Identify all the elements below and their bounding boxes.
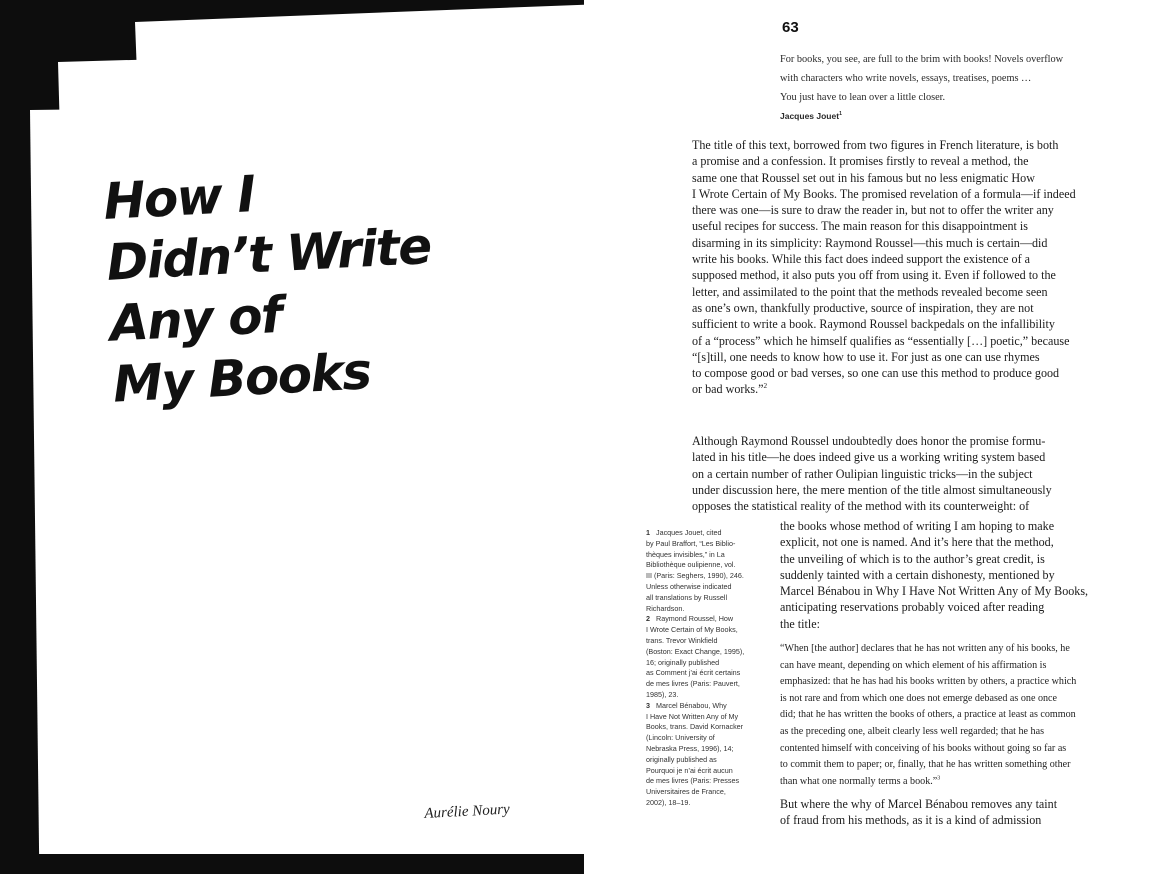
text-line: disarming in its simplicity: Raymond Roussel—this much is certain—did [692,235,1048,250]
footnote-line: (Boston: Exact Change, 1995), [646,646,745,656]
text-line: anticipating reservations probably voiced after reading [780,600,1045,615]
book-page [584,0,1165,874]
footnote-line: I Wrote Certain of My Books, [646,625,738,635]
footnote-line: Unless otherwise indicated [646,581,732,591]
epigraph-author: Jacques Jouet$^1$ [780,111,842,121]
text-line: letter, and assimilated to the point that the methods revealed become seen [692,284,1048,299]
book-title [102,150,534,416]
text-line: same one that Roussel set out in his famous but no less enigmatic How [692,170,1035,185]
footnote-line: all translations by Russell [646,592,728,602]
text-line: Marcel Bénabou in Why I Have Not Written Any of My Books, [780,584,1089,599]
footnote-line: 16; originally published [646,657,720,667]
quote-line: as the preceding one, albeit clearly less well regarded; that he has [780,725,1045,737]
paragraph-4 [780,796,1110,829]
epigraph-text [780,50,1110,107]
block-quote [780,641,1120,790]
quote-line: than what one normally terms a book.”$^3$ [780,775,941,787]
footnote-line: thèques invisibles,” in La [646,549,725,559]
footnote-line: I Have Not Written Any of My [646,711,739,721]
text-line: useful recipes for success. The main reason for this disappointment is [692,219,1028,234]
text-line: or bad works.”$^2$ [692,382,768,397]
quote-line: can have meant, depending on which element of his affirmation is [780,659,1047,671]
footnote-line: (Lincoln: University of [646,733,715,743]
text-line: the books whose method of writing I am hoping to make [780,519,1055,533]
title-line: How I [102,165,256,231]
text-line: a promise and a confession. It promises firstly to reveal a method, the [692,154,1029,169]
footnote-line: Pourquoi je n’ai écrit aucun [646,765,733,775]
footnote-ref: 2 [763,382,768,391]
quote-line: “When [the author] declares that he has not written any of his books, he [780,643,1070,654]
text-line: But where the why of Marcel Bénabou removes any taint [780,797,1058,811]
quote-line: contented himself with conceiving of his books without going so far as [780,742,1067,754]
footnote-line: Richardson. [646,603,685,613]
text-line: the title: [780,616,820,631]
text-line: I Wrote Certain of My Books. The promised revelation of a formula—if indeed [692,186,1076,201]
epigraph [780,50,1110,126]
quote-line: is not rare and from which one does not emerge debased as one once [780,692,1058,704]
title-line: Any of [108,285,283,353]
text-line: there was one—is sure to draw the reader in, but not to offer the writer any [692,203,1054,218]
text-line: Although Raymond Roussel undoubtedly does honor the promise formu- [692,434,1046,448]
footnote-line: Nebraska Press, 1996), 14; [646,743,734,753]
paragraph-3 [780,518,1110,632]
footnote-line: by Paul Braffort, “Les Biblio- [646,538,736,548]
footnotes [646,528,776,809]
text-line: explicit, not one is named. And it’s here that the method, [780,535,1054,550]
footnote-line: Bibliothèque oulipienne, vol. [646,560,736,570]
footnote-line: 2002), 18–19. [646,797,691,807]
page-number: 63 [782,19,799,36]
footnote-ref: 1 [839,111,842,118]
cover-author: Aurélie Noury [424,801,511,822]
footnote-line: Universitaires de France, [646,787,726,797]
footnote-line: de mes livres (Paris: Presses [646,776,740,786]
text-line: as one’s own, thankfully productive, source of inspiration, they are not [692,300,1034,315]
footnote-line: 3 Marcel Bénabou, Why [646,700,727,710]
text-line: to compose good or bad verses, so one can use this method to produce good [692,366,1060,381]
footnote-line: III (Paris: Seghers, 1990), 246. [646,571,744,581]
text-line: of a “process” which he himself qualifies as “essentially […] poetic,” because [692,333,1070,348]
footnote-line: Books, trans. David Kornacker [646,722,744,732]
footnote-line: trans. Trevor Winkfield [646,635,718,645]
footnote-line: de mes livres (Paris: Pauvert, [646,679,740,689]
footnote-number: 1 [646,528,650,537]
text-line: write his books. While this fact does indeed support the existence of a [692,252,1030,267]
quote-line: did; that he has written the books of others, a practice at least as common [780,709,1076,721]
footnote-ref: 3 [937,775,941,782]
text-line: under discussion here, the mere mention of the title almost simultaneously [692,482,1052,497]
title-line: Didn’t Write [105,216,433,292]
title-line: My Books [111,342,372,414]
text-line: on a certain number of rather Oulipian linguistic tricks—in the subject [692,466,1033,481]
text-line: sufficient to write a book. Raymond Roussel backpedals on the infallibility [692,317,1055,332]
footnote-line: as Comment j’ai écrit certains [646,668,741,678]
text-line: of fraud from his methods, as it is a kind of admission [780,813,1042,828]
quote-line: emphasized: that he has had his books written by others, a practice which [780,676,1077,688]
footnote-line: 2 Raymond Roussel, How [646,614,734,624]
quote-line: to commit them to paper; or, finally, that he has written something other [780,759,1071,771]
text-line: The title of this text, borrowed from two figures in French literature, is both [692,138,1059,152]
epigraph-line: You just have to lean over a little closer. [780,92,946,103]
text-line: suddenly tainted with a certain dishonesty, mentioned by [780,567,1055,582]
epigraph-line: with characters who write novels, essays, treatises, poems … [780,73,1032,84]
text-line: the unveiling of which is to the author’s great credit, is [780,551,1045,566]
footnote-line: 1 Jacques Jouet, cited [646,528,722,537]
paragraph-1 [692,137,1132,398]
epigraph-line: For books, you see, are full to the brim with books! Novels overflow [780,54,1064,65]
text-line: lated in his title—he does indeed give us a working writing system based [692,450,1046,465]
text-line: opposes the statistical reality of the method with its counterweight: of [692,499,1030,514]
cover-bottom-band [0,854,584,874]
footnote-number: 2 [646,614,650,624]
footnote-number: 3 [646,700,650,710]
footnote-line: originally published as [646,754,717,764]
text-line: supposed method, it also puts you off from using it. Even if followed to the [692,268,1056,283]
text-line: “[s]till, one needs to know how to use it. For just as one can use rhymes [692,349,1040,364]
footnote-line: 1985), 23. [646,689,679,699]
paragraph-2 [692,433,1132,514]
